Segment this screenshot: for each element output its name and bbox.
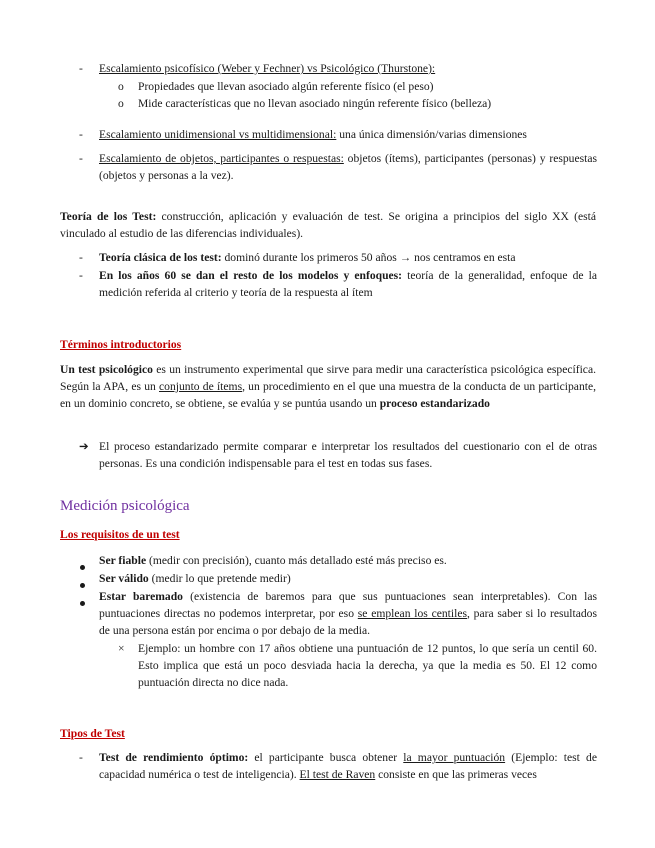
terminos-underline: conjunto de ítems: [159, 380, 243, 393]
terminos-text-b: , un procedimiento en el que una muestra de la conducta de un participante, en un dominio concreto, se obtiene, se evalúa y se puntúa usando un: [60, 380, 597, 410]
requisito-baremado-underline: se emplean los centiles: [357, 607, 467, 620]
scaling-objetos-text: objetos (ítems), participantes (personas) y respuestas (objetos y personas a la vez).: [99, 152, 597, 182]
dash-bullet: -: [79, 269, 83, 282]
teoria-item-anos60-bold: En los años 60 se dan el resto de los modelos y enfoques:: [99, 269, 403, 282]
teoria-item-clasica-text: dominó durante los primeros 50 años → nos centramos en esta: [221, 251, 516, 264]
tipos-underline-2: El test de Raven: [299, 768, 376, 781]
dash-bullet: -: [79, 152, 83, 165]
requisito-valido-text: (medir lo que pretende medir): [148, 572, 291, 585]
requisitos-heading: Los requisitos de un test: [60, 528, 180, 541]
dash-bullet: -: [79, 62, 83, 75]
ejemplo-text: Ejemplo: un hombre con 17 años obtiene una puntuación de 12 puntos, lo que sería un centil 60. Esto implica que está un poco desviada hacia la derecha, ya que la media es 50. El 12 como puntuación directa no dice nada.: [138, 642, 597, 689]
bullet-dot: [80, 583, 85, 588]
teoria-text: construcción, aplicación y evaluación de test. Se origina a principios del siglo XX (está vinculado al estudio de las diferencias individuales).: [60, 210, 596, 240]
round-bullet: [80, 558, 85, 575]
requisito-baremado-text-b: , para saber si lo resultados de una persona están por encima o por debajo de la media.: [99, 607, 597, 637]
terminos-bold-1: Un test psicológico: [60, 363, 153, 376]
requisito-baremado-bold: Estar baremado: [99, 590, 183, 603]
requisito-valido-bold: Ser válido: [99, 572, 149, 585]
dash-bullet: -: [79, 128, 83, 141]
tipos-text-b: (Ejemplo: test de capacidad numérica o test de inteligencia).: [99, 751, 597, 781]
teoria-item-clasica: [99, 249, 597, 266]
circle-bullet: o: [118, 97, 124, 110]
scaling-unidimensional-title: Escalamiento unidimensional vs multidimensional:: [99, 128, 337, 141]
scaling-psicofisico-title: Escalamiento psicofísico (Weber y Fechner) vs Psicológico (Thurstone):: [99, 62, 436, 75]
bullet-dot: [80, 565, 85, 570]
scaling-unidimensional-text: una única dimensión/varias dimensiones: [336, 128, 527, 141]
cross-bullet: ×: [118, 642, 125, 655]
requisito-fiable-text: (medir con precisión), cuanto más detallado esté más preciso es.: [146, 554, 447, 567]
tipos-text-c: consiste en que las primeras veces: [375, 768, 537, 781]
terminos-paragraph: [60, 361, 596, 412]
terminos-heading: Términos introductorios: [60, 338, 182, 351]
terminos-text-a: es un instrumento experimental que sirve para medir una característica psicológica específica. Según la APA, es un: [60, 363, 597, 393]
dash-bullet: -: [79, 751, 83, 764]
tipos-heading: Tipos de Test: [60, 727, 125, 740]
tipos-text-a: el participante busca obtener: [248, 751, 404, 764]
terminos-bold-2: proceso estandarizado: [379, 397, 490, 410]
dash-bullet: -: [79, 251, 83, 264]
requisito-valido: [99, 570, 597, 587]
terminos-arrow-text: El proceso estandarizado permite comparar e interpretar los resultados del cuestionario con el de otras personas. Es una condición indispensable para el test en todas sus fases.: [99, 440, 597, 470]
requisito-fiable-bold: Ser fiable: [99, 554, 147, 567]
round-bullet: [80, 594, 85, 611]
bullet-dot: [80, 601, 85, 606]
teoria-item-clasica-bold: Teoría clásica de los test:: [99, 251, 222, 264]
teoria-title: Teoría de los Test:: [60, 210, 157, 223]
arrow-bullet-icon: ➔: [79, 440, 89, 453]
tipos-rendimiento-optimo: [99, 749, 597, 783]
circle-bullet: o: [118, 80, 124, 93]
teoria-item-anos60: [99, 267, 597, 301]
scaling-psicofisico-sub-2: Mide características que no llevan asociado ningún referente físico (belleza): [138, 97, 492, 110]
scaling-unidimensional: [99, 126, 599, 143]
teoria-item-anos60-text: teoría de la generalidad, enfoque de la medición referida al criterio y teoría de la respuesta al ítem: [99, 269, 597, 299]
tipos-underline-1: la mayor puntuación: [403, 751, 506, 764]
scaling-objetos-title: Escalamiento de objetos, participantes o respuestas:: [99, 152, 344, 165]
scaling-objetos: [99, 150, 597, 184]
requisito-baremado-text-a: (existencia de baremos para que sus puntuaciones sean interpretables). Con las puntuaciones directas no podemos interpretar, por eso: [99, 590, 598, 620]
scaling-psicofisico-sub-1: Propiedades que llevan asociado algún referente físico (el peso): [138, 80, 434, 93]
medicion-heading: Medición psicológica: [60, 498, 190, 514]
teoria-paragraph: [60, 208, 596, 242]
requisito-fiable: [99, 552, 597, 569]
requisito-baremado: [99, 588, 597, 639]
tipos-rendimiento-bold: Test de rendimiento óptimo:: [99, 751, 249, 764]
round-bullet: [80, 576, 85, 593]
